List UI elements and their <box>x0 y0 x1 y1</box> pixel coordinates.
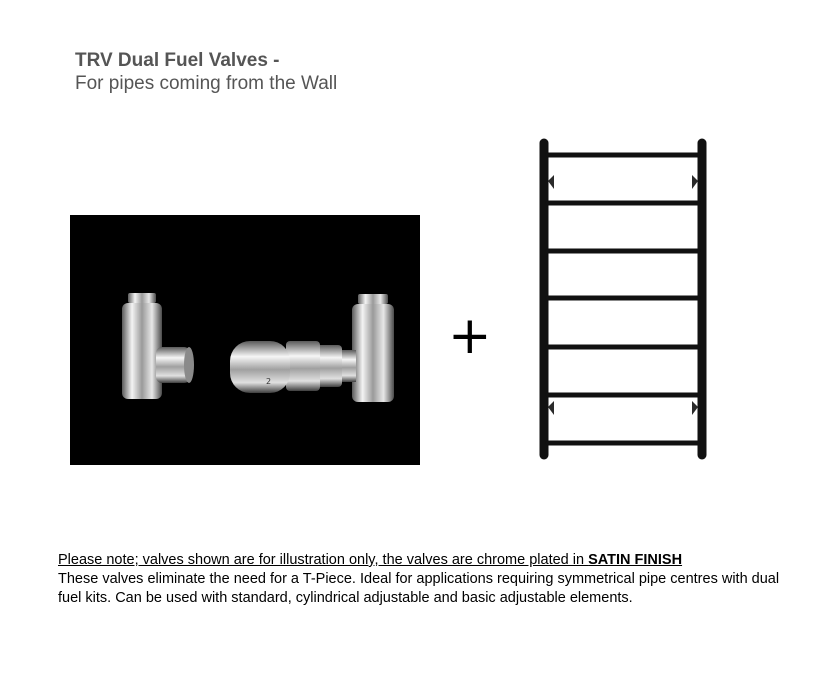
note-description: These valves eliminate the need for a T-Piece. Ideal for applications requiring symmetrical pipe centres with dual fuel kits. Can be used with standard, cylindrical adjustable and basic adjustable elements. <box>58 571 780 606</box>
towel-rail-illustration <box>528 135 718 465</box>
heading <box>75 50 337 96</box>
plus-symbol: + <box>448 306 492 366</box>
page-title: TRV Dual Fuel Valves - <box>75 50 280 71</box>
wall-brackets <box>548 175 698 415</box>
page-subtitle: For pipes coming from the Wall <box>75 73 338 94</box>
valves-illustration <box>70 215 420 465</box>
finish-note: Please note; valves shown are for illustration only, the valves are chrome plated in SATIN FINISH <box>58 552 683 568</box>
dial-number: 2 <box>266 377 272 386</box>
valves-image <box>70 215 420 465</box>
finish-emphasis: SATIN FINISH <box>588 552 683 568</box>
left-valve <box>122 293 194 399</box>
towel-rail-image <box>528 135 718 465</box>
product-note <box>58 551 798 608</box>
right-valve <box>230 294 394 402</box>
